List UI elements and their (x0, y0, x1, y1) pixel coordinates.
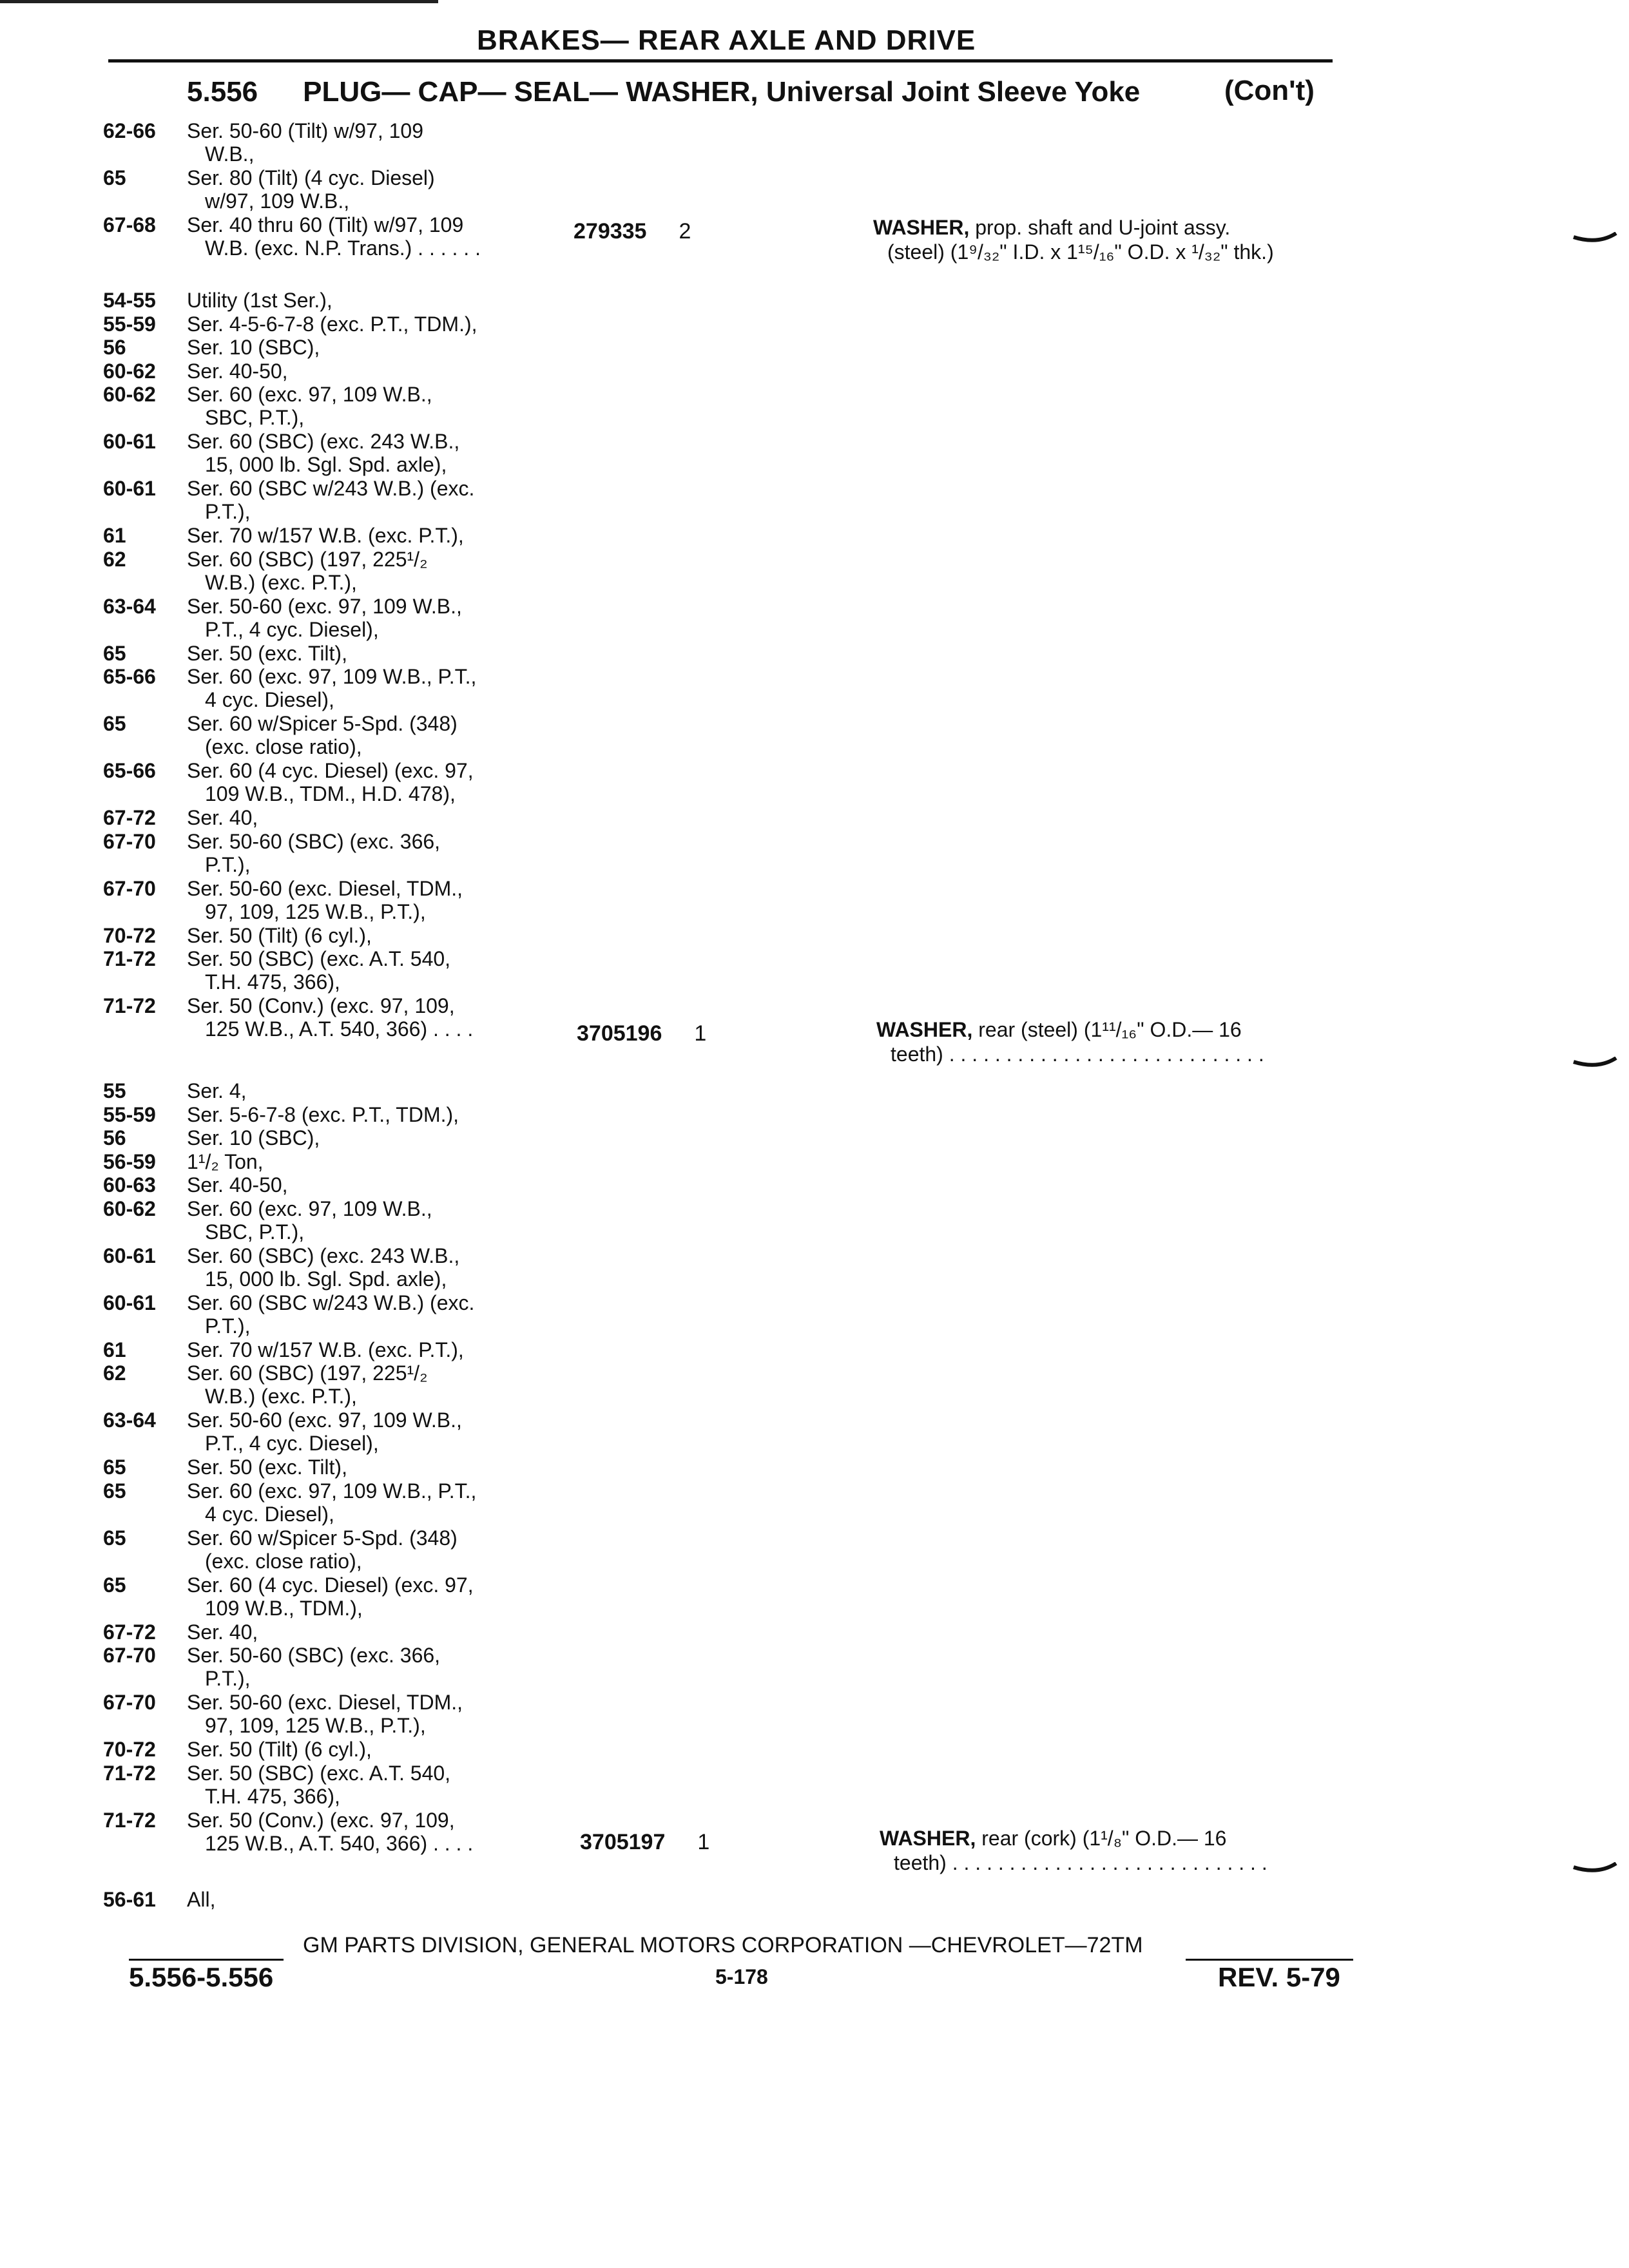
description-line: 125 W.B., A.T. 540, 366) . . . . (205, 1831, 474, 1855)
group-number: 5.556 (187, 76, 258, 108)
description-line: Ser. 50 (Tilt) (6 cyl.), (187, 923, 372, 947)
model-year: 65 (103, 641, 126, 665)
application-description (187, 1150, 264, 1173)
continued-label: (Con't) (1224, 75, 1315, 106)
part-description-line: rear (cork) (1¹/₈" O.D.— 16 (976, 1827, 1227, 1850)
description-line: Ser. 50-60 (exc. Diesel, TDM., (187, 1691, 463, 1714)
description-line: P.T.), (205, 852, 251, 876)
description-line: P.T., 4 cyc. Diesel), (205, 1432, 379, 1455)
model-year: 71-72 (103, 1761, 156, 1785)
application-description (187, 1126, 320, 1149)
part-number: 279335 (574, 219, 647, 244)
model-year: 60-62 (103, 1196, 156, 1220)
model-year: 71-72 (103, 1808, 156, 1832)
group-title (187, 75, 1315, 108)
description-line: W.B. (exc. N.P. Trans.) . . . . . . (205, 236, 481, 260)
application-description (187, 1809, 473, 1855)
description-line: Ser. 4, (187, 1079, 247, 1102)
description-line: P.T.), (205, 1667, 251, 1690)
application-description (187, 1361, 427, 1408)
description-line: 97, 109, 125 W.B., P.T.), (205, 899, 426, 923)
quantity: 2 (679, 219, 691, 244)
description-line: Ser. 50 (Tilt) (6 cyl.), (187, 1738, 372, 1761)
quantity: 1 (694, 1021, 707, 1046)
description-line: Ser. 60 (exc. 97, 109 W.B., P.T., (187, 665, 477, 688)
model-year: 56-61 (103, 1888, 156, 1911)
model-year: 55-59 (103, 312, 156, 336)
section-heading: BRAKES— REAR AXLE AND DRIVE (477, 24, 976, 56)
application-description (187, 430, 459, 476)
group-name: PLUG— CAP— SEAL— WASHER, Universal Joint Sleeve Yoke (303, 76, 1141, 108)
application-description (187, 1691, 463, 1737)
model-year: 67-72 (103, 806, 156, 829)
model-year: 62-66 (103, 119, 156, 142)
part-description (880, 1826, 1268, 1875)
top-edge-rule (0, 0, 438, 3)
description-line: T.H. 475, 366), (205, 1784, 340, 1808)
part-number-entry (577, 1021, 706, 1046)
description-line: W.B., (205, 142, 255, 166)
description-line: Ser. 60 (SBC) (197, 225¹/₂ (187, 1361, 428, 1385)
description-line: Ser. 40, (187, 1620, 258, 1644)
part-description (876, 1017, 1264, 1066)
model-year: 56-59 (103, 1149, 156, 1173)
description-line: 15, 000 lb. Sgl. Spd. axle), (205, 453, 447, 476)
part-description-line: (steel) (1⁹/₃₂" I.D. x 1¹⁵/₁₆" O.D. x ¹/₃₂" thk.) (887, 240, 1274, 264)
footer-rule-right (1186, 1959, 1353, 1961)
description-line: 15, 000 lb. Sgl. Spd. axle), (205, 1267, 447, 1291)
part-number: 3705196 (577, 1021, 662, 1046)
application-description (187, 166, 435, 213)
application-description (187, 1526, 458, 1573)
model-year: 60-61 (103, 430, 156, 453)
application-description (187, 213, 481, 260)
model-year: 60-63 (103, 1173, 156, 1196)
application-description (187, 1338, 464, 1361)
description-line: (exc. close ratio), (205, 1549, 362, 1573)
binder-mark-3 (1572, 1862, 1617, 1876)
model-year: 70-72 (103, 1738, 156, 1761)
model-year: 55-59 (103, 1102, 156, 1126)
part-number-entry (580, 1830, 709, 1855)
description-line: Ser. 50-60 (SBC) (exc. 366, (187, 1644, 441, 1667)
description-line: 4 cyc. Diesel), (205, 688, 334, 711)
model-year: 62 (103, 547, 126, 571)
application-description (187, 806, 258, 829)
application-description (187, 289, 333, 312)
model-year: 67-68 (103, 213, 156, 236)
application-description (187, 1197, 432, 1244)
description-line: Ser. 50 (exc. Tilt), (187, 1456, 347, 1479)
description-line: Ser. 60 w/Spicer 5-Spd. (348) (187, 712, 458, 735)
description-line: Ser. 4-5-6-7-8 (exc. P.T., TDM.), (187, 312, 477, 336)
model-year: 62 (103, 1361, 126, 1385)
description-line: W.B.) (exc. P.T.), (205, 570, 357, 594)
description-line: Ser. 50 (SBC) (exc. A.T. 540, (187, 947, 451, 970)
part-description-line: prop. shaft and U-joint assy. (969, 216, 1231, 239)
quantity: 1 (697, 1830, 710, 1854)
model-year: 67-72 (103, 1620, 156, 1644)
description-line: 109 W.B., TDM.), (205, 1596, 363, 1620)
description-line: Ser. 40 thru 60 (Tilt) w/97, 109 (187, 213, 464, 236)
description-line: Ser. 60 (4 cyc. Diesel) (exc. 97, (187, 759, 474, 782)
model-year: 65 (103, 1573, 126, 1597)
application-description (187, 1620, 258, 1644)
application-description (187, 595, 462, 641)
application-description (187, 548, 427, 594)
model-year: 65 (103, 166, 126, 189)
application-description (187, 994, 473, 1041)
description-line: SBC, P.T.), (205, 1220, 305, 1244)
model-year: 67-70 (103, 829, 156, 853)
application-description (187, 119, 423, 166)
model-year: 67-70 (103, 1644, 156, 1667)
application-description (187, 712, 458, 758)
model-year: 55 (103, 1079, 126, 1102)
application-description (187, 1456, 347, 1479)
model-year: 56 (103, 1126, 126, 1149)
application-description (187, 877, 463, 923)
description-line: Ser. 60 (SBC w/243 W.B.) (exc. (187, 1291, 475, 1314)
application-description (187, 924, 372, 947)
description-line: T.H. 475, 366), (205, 970, 340, 994)
description-line: Ser. 50 (exc. Tilt), (187, 641, 347, 665)
model-year: 60-62 (103, 359, 156, 383)
model-year: 61 (103, 1338, 126, 1361)
description-line: Ser. 10 (SBC), (187, 336, 320, 359)
application-description (187, 1291, 474, 1338)
model-year: 65 (103, 1526, 126, 1550)
footer-page-number: 5-178 (715, 1965, 768, 1988)
description-line: Ser. 60 (SBC) (exc. 243 W.B., (187, 430, 460, 453)
application-description (187, 665, 476, 711)
description-line: Ser. 50-60 (SBC) (exc. 366, (187, 829, 441, 853)
description-line: Ser. 50-60 (exc. 97, 109 W.B., (187, 594, 462, 618)
description-line: P.T.), (205, 1314, 251, 1338)
part-name: WASHER, (873, 216, 970, 239)
application-description (187, 1479, 476, 1526)
description-line: Ser. 50 (Conv.) (exc. 97, 109, (187, 994, 455, 1017)
description-line: P.T.), (205, 500, 251, 523)
description-line: 109 W.B., TDM., H.D. 478), (205, 782, 456, 805)
model-year: 65 (103, 1479, 126, 1503)
description-line: Ser. 60 w/Spicer 5-Spd. (348) (187, 1526, 458, 1550)
application-description (187, 1738, 372, 1761)
description-line: Ser. 60 (exc. 97, 109 W.B., P.T., (187, 1479, 477, 1503)
description-line: Utility (1st Ser.), (187, 289, 333, 312)
application-description (187, 477, 474, 523)
footer-group-range: 5.556-5.556 (129, 1962, 274, 1992)
application-description (187, 524, 464, 547)
part-description-line: teeth) . . . . . . . . . . . . . . . . . . . . . . . . . . . . (891, 1043, 1264, 1066)
description-line: Ser. 70 w/157 W.B. (exc. P.T.), (187, 1338, 464, 1361)
application-description (187, 1888, 215, 1911)
binder-mark-2 (1572, 1057, 1617, 1071)
description-line: Ser. 50-60 (Tilt) w/97, 109 (187, 119, 423, 142)
application-description (187, 759, 474, 805)
part-description-line: rear (steel) (1¹¹/₁₆" O.D.— 16 (972, 1018, 1242, 1041)
model-year: 65-66 (103, 665, 156, 688)
description-line: (exc. close ratio), (205, 735, 362, 758)
description-line: 1¹/₂ Ton, (187, 1149, 264, 1173)
model-year: 60-61 (103, 1244, 156, 1267)
part-number: 3705197 (580, 1830, 666, 1854)
application-description (187, 1244, 459, 1291)
part-number-entry (574, 219, 691, 244)
footer-revision: REV. 5-79 (1218, 1962, 1340, 1992)
description-line: Ser. 60 (SBC w/243 W.B.) (exc. (187, 477, 475, 500)
model-year: 67-70 (103, 1691, 156, 1714)
description-line: Ser. 40, (187, 806, 258, 829)
model-year: 56 (103, 336, 126, 359)
application-description (187, 830, 440, 876)
model-year: 54-55 (103, 289, 156, 312)
description-line: SBC, P.T.), (205, 406, 305, 429)
application-description (187, 1103, 459, 1126)
model-year: 60-61 (103, 1291, 156, 1314)
description-line: P.T., 4 cyc. Diesel), (205, 617, 379, 641)
model-year: 71-72 (103, 994, 156, 1017)
model-year: 61 (103, 524, 126, 547)
description-line: 4 cyc. Diesel), (205, 1502, 334, 1526)
description-line: Ser. 40-50, (187, 1173, 288, 1196)
model-year: 60-62 (103, 383, 156, 406)
description-line: Ser. 60 (exc. 97, 109 W.B., (187, 383, 432, 406)
application-description (187, 1079, 247, 1102)
model-year: 60-61 (103, 477, 156, 500)
description-line: Ser. 5-6-7-8 (exc. P.T., TDM.), (187, 1102, 459, 1126)
application-description (187, 383, 432, 429)
part-name: WASHER, (876, 1018, 973, 1041)
application-description (187, 1644, 440, 1690)
model-year: 63-64 (103, 1408, 156, 1432)
description-line: Ser. 80 (Tilt) (4 cyc. Diesel) (187, 166, 435, 189)
model-year: 65 (103, 1456, 126, 1479)
application-description (187, 336, 320, 359)
application-description (187, 1573, 474, 1620)
description-line: Ser. 60 (exc. 97, 109 W.B., (187, 1196, 432, 1220)
part-name: WASHER, (880, 1827, 976, 1850)
application-description (187, 642, 347, 665)
application-description (187, 1408, 462, 1455)
description-line: Ser. 70 w/157 W.B. (exc. P.T.), (187, 524, 464, 547)
model-year: 71-72 (103, 947, 156, 970)
description-line: Ser. 50 (SBC) (exc. A.T. 540, (187, 1761, 451, 1785)
description-line: All, (187, 1888, 216, 1911)
model-year: 65 (103, 712, 126, 735)
footer-rule-left (129, 1959, 284, 1961)
application-description (187, 947, 450, 994)
description-line: 97, 109, 125 W.B., P.T.), (205, 1714, 426, 1737)
application-description (187, 360, 288, 383)
footer-publisher: GM PARTS DIVISION, GENERAL MOTORS CORPORATION —CHEVROLET—72TM (303, 1933, 1143, 1957)
model-year: 67-70 (103, 876, 156, 900)
part-description-line: teeth) . . . . . . . . . . . . . . . . . . . . . . . . . . . . (894, 1851, 1268, 1874)
description-line: Ser. 10 (SBC), (187, 1126, 320, 1149)
part-description (873, 215, 1274, 264)
model-year: 65-66 (103, 759, 156, 782)
description-line: 125 W.B., A.T. 540, 366) . . . . (205, 1017, 474, 1041)
application-description (187, 312, 477, 336)
model-year: 70-72 (103, 923, 156, 947)
description-line: Ser. 50-60 (exc. Diesel, TDM., (187, 876, 463, 900)
application-description (187, 1173, 288, 1196)
description-line: Ser. 40-50, (187, 359, 288, 383)
description-line: Ser. 60 (SBC) (197, 225¹/₂ (187, 547, 428, 571)
binder-mark-1 (1572, 232, 1617, 246)
model-year: 63-64 (103, 594, 156, 618)
section-rule (108, 59, 1333, 62)
description-line: w/97, 109 W.B., (205, 189, 350, 213)
application-description (187, 1762, 450, 1808)
description-line: Ser. 50 (Conv.) (exc. 97, 109, (187, 1808, 455, 1832)
description-line: Ser. 50-60 (exc. 97, 109 W.B., (187, 1408, 462, 1432)
description-line: W.B.) (exc. P.T.), (205, 1385, 357, 1408)
description-line: Ser. 60 (4 cyc. Diesel) (exc. 97, (187, 1573, 474, 1597)
description-line: Ser. 60 (SBC) (exc. 243 W.B., (187, 1244, 460, 1267)
